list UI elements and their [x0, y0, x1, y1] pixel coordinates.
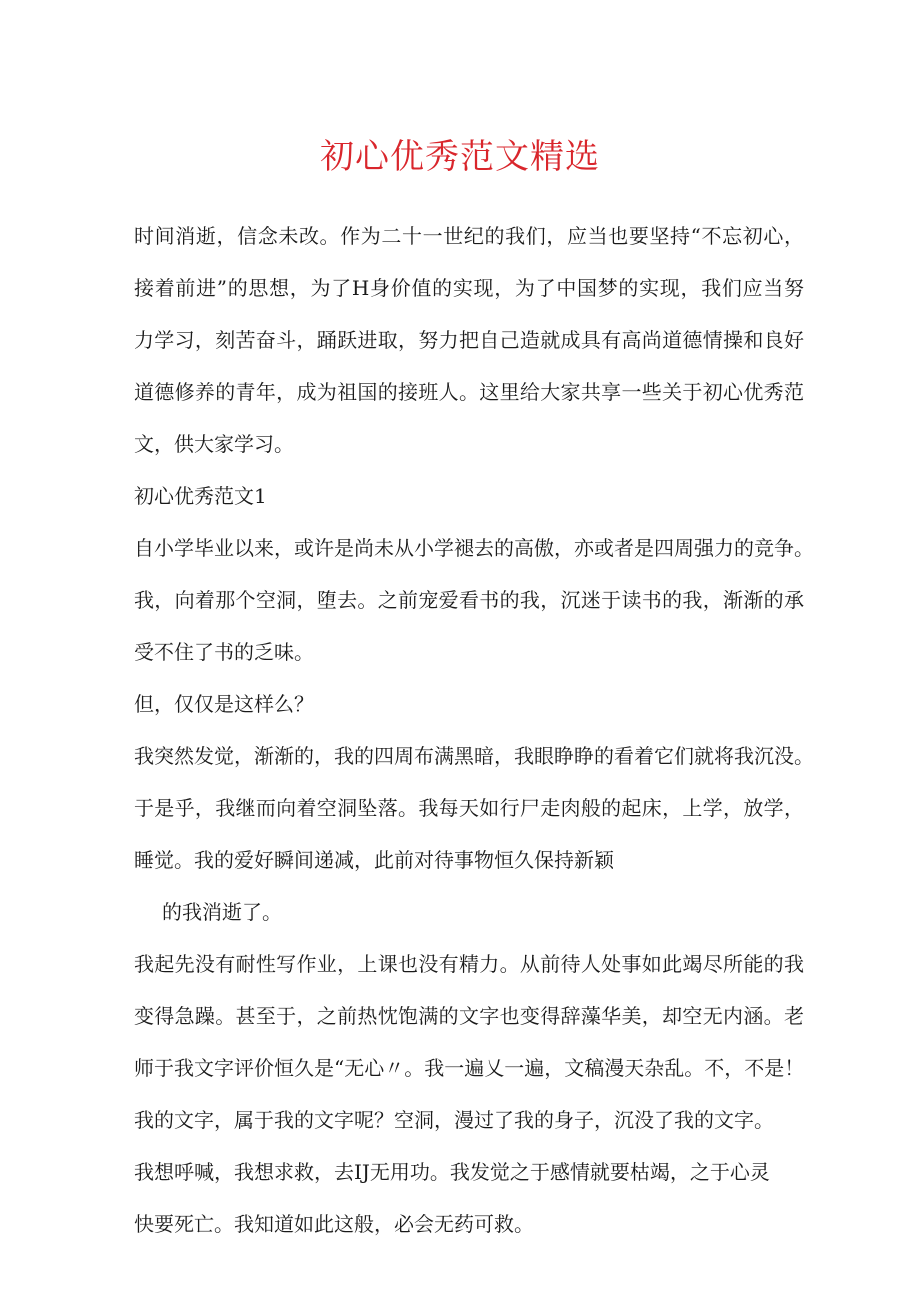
paragraph-line: 快要死亡。我知道如此这般，必会无药可救。	[134, 1212, 534, 1236]
paragraph-line: 我起先没有耐性写作业，上课也没有精力。从前待人处事如此竭尽所能的我	[134, 952, 804, 976]
paragraph-line: 变得急躁。甚至于，之前热忱饱满的文字也变得辞藻华美，却空无内涵。老	[134, 1004, 804, 1028]
paragraph-line: 师于我文字评价恒久是“无心〃。我一遍乂一遍，文稿漫天杂乱。不，不是！	[134, 1056, 805, 1080]
document-title: 初心优秀范文精选	[320, 137, 600, 177]
paragraph-line: 道德修养的青年，成为祖国的接班人。这里给大家共享一些关于初心优秀范	[134, 380, 804, 404]
paragraph-line: 睡觉。我的爱好瞬间递减，此前对待事物恒久保持新颖	[134, 848, 614, 872]
paragraph-line: 接着前进”的思想，为了H身价值的实现，为了中国梦的实现，我们应当努	[134, 276, 804, 300]
paragraph-line: 受不住了书的乏味。	[134, 640, 314, 664]
document-body	[134, 210, 814, 1250]
section-heading: 初心优秀范文1	[134, 484, 267, 508]
paragraph-line: 我突然发觉，渐渐的，我的四周布满黑暗，我眼睁睁的看着它们就将我沉没。	[134, 744, 814, 768]
paragraph-line: 但，仅仅是这样么？	[134, 692, 314, 716]
paragraph-line: 力学习，刻苦奋斗，踊跃进取，努力把自己造就成具有高尚道德情操和良好	[134, 328, 804, 352]
paragraph-line: 的我消逝了。	[162, 900, 282, 924]
paragraph-line: 时间消逝，信念未改。作为二十一世纪的我们，应当也要坚持“不忘初心，	[134, 224, 804, 248]
paragraph-line: 于是乎，我继而向着空洞坠落。我每天如行尸走肉般的起床，上学，放学，	[134, 796, 804, 820]
paragraph-line: 文，供大家学习。	[134, 432, 294, 456]
paragraph-line: 我，向着那个空洞，堕去。之前宠爱看书的我，沉迷于读书的我，渐渐的承	[134, 588, 804, 612]
paragraph-line: 我想呼喊，我想求救，去IJ无用功。我发觉之于感情就要枯竭，之于心灵	[134, 1160, 770, 1184]
paragraph-line: 自小学毕业以来，或许是尚未从小学褪去的高傲，亦或者是四周强力的竞争。	[134, 536, 814, 560]
paragraph-line: 我的文字，属于我的文字呢？空洞，漫过了我的身子，沉没了我的文字。	[134, 1108, 774, 1132]
